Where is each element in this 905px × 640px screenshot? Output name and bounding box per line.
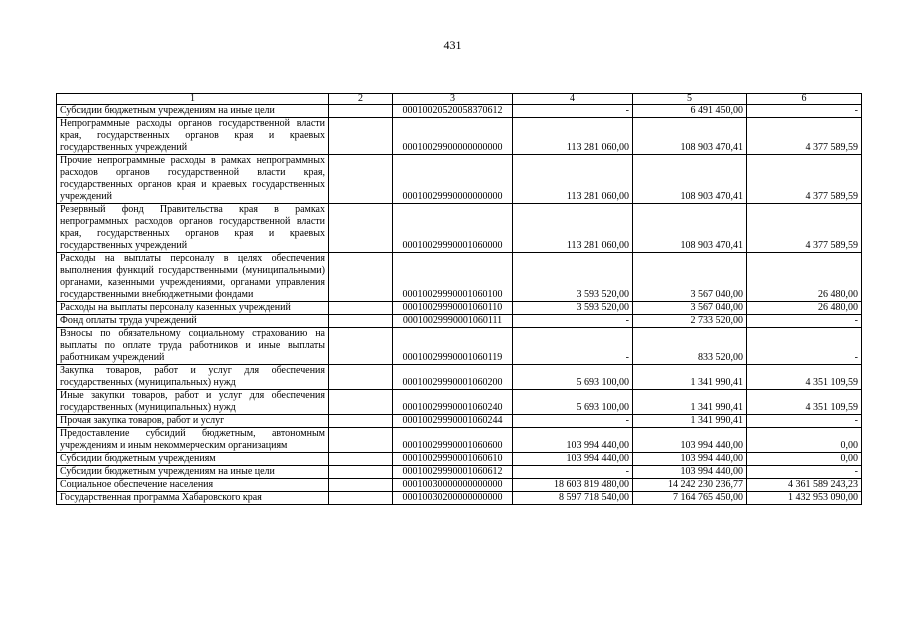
row-planned: 3 593 520,00 <box>513 253 633 302</box>
row-name: Предоставление субсидий бюджетным, автономным учреждениям и иным некоммерческим организациям <box>57 428 329 453</box>
row-name: Государственная программа Хабаровского края <box>57 492 329 505</box>
row-name: Фонд оплаты труда учреждений <box>57 315 329 328</box>
row-code: 00010029990001060600 <box>393 428 513 453</box>
table-row <box>57 302 862 315</box>
row-remainder: 26 480,00 <box>747 302 862 315</box>
table-row <box>57 105 862 118</box>
row-name: Резервный фонд Правительства края в рамках непрограммных расходов органов государственной власти края, государственных органов края и краевых государственных учреждений <box>57 204 329 253</box>
row-executed: 1 341 990,41 <box>633 415 747 428</box>
table-row <box>57 428 862 453</box>
row-remainder: 1 432 953 090,00 <box>747 492 862 505</box>
row-executed: 103 994 440,00 <box>633 428 747 453</box>
row-executed: 1 341 990,41 <box>633 390 747 415</box>
row-name: Субсидии бюджетным учреждениям на иные цели <box>57 105 329 118</box>
table-row <box>57 365 862 390</box>
row-col2 <box>329 492 393 505</box>
row-planned: 113 281 060,00 <box>513 204 633 253</box>
row-name: Расходы на выплаты персоналу в целях обеспечения выполнения функций государственными (муниципальными) органами, казенными учреждениями, органами управления государственными внебюджетными фондами <box>57 253 329 302</box>
header-col-3: 3 <box>393 94 513 105</box>
row-planned: 113 281 060,00 <box>513 118 633 155</box>
row-col2 <box>329 253 393 302</box>
table-header-row <box>57 94 862 105</box>
row-code: 00010029900000000000 <box>393 118 513 155</box>
row-remainder: 4 377 589,59 <box>747 204 862 253</box>
header-col-5: 5 <box>633 94 747 105</box>
row-executed: 6 491 450,00 <box>633 105 747 118</box>
row-col2 <box>329 105 393 118</box>
row-name: Прочая закупка товаров, работ и услуг <box>57 415 329 428</box>
row-code: 00010030000000000000 <box>393 479 513 492</box>
row-code: 00010029990001060610 <box>393 453 513 466</box>
row-planned: - <box>513 105 633 118</box>
budget-table <box>56 93 862 505</box>
row-col2 <box>329 302 393 315</box>
header-col-4: 4 <box>513 94 633 105</box>
row-planned: 8 597 718 540,00 <box>513 492 633 505</box>
table-row <box>57 453 862 466</box>
row-remainder: 0,00 <box>747 428 862 453</box>
row-code: 00010029990001060612 <box>393 466 513 479</box>
row-code: 00010029990001060110 <box>393 302 513 315</box>
row-executed: 103 994 440,00 <box>633 453 747 466</box>
row-code: 00010030200000000000 <box>393 492 513 505</box>
header-col-2: 2 <box>329 94 393 105</box>
row-executed: 108 903 470,41 <box>633 118 747 155</box>
table-row <box>57 118 862 155</box>
row-name: Иные закупки товаров, работ и услуг для обеспечения государственных (муниципальных) нужд <box>57 390 329 415</box>
row-code: 00010029990001060100 <box>393 253 513 302</box>
row-remainder: 26 480,00 <box>747 253 862 302</box>
row-code: 00010029990001060119 <box>393 328 513 365</box>
row-planned: - <box>513 328 633 365</box>
row-remainder: 4 377 589,59 <box>747 118 862 155</box>
row-planned: 113 281 060,00 <box>513 155 633 204</box>
row-col2 <box>329 315 393 328</box>
row-code: 00010020520058370612 <box>393 105 513 118</box>
row-code: 00010029990000000000 <box>393 155 513 204</box>
header-col-6: 6 <box>747 94 862 105</box>
row-remainder: 0,00 <box>747 453 862 466</box>
row-code: 00010029990001060111 <box>393 315 513 328</box>
row-planned: 5 693 100,00 <box>513 390 633 415</box>
row-remainder: - <box>747 466 862 479</box>
table-row <box>57 155 862 204</box>
row-name: Субсидии бюджетным учреждениям <box>57 453 329 466</box>
row-col2 <box>329 390 393 415</box>
row-planned: 3 593 520,00 <box>513 302 633 315</box>
row-col2 <box>329 155 393 204</box>
row-executed: 2 733 520,00 <box>633 315 747 328</box>
row-planned: - <box>513 315 633 328</box>
row-executed: 7 164 765 450,00 <box>633 492 747 505</box>
row-planned: - <box>513 466 633 479</box>
row-planned: 103 994 440,00 <box>513 453 633 466</box>
row-remainder: 4 351 109,59 <box>747 390 862 415</box>
row-col2 <box>329 204 393 253</box>
row-name: Закупка товаров, работ и услуг для обеспечения государственных (муниципальных) нужд <box>57 365 329 390</box>
row-name: Взносы по обязательному социальному страхованию на выплаты по оплате труда работников и иные выплаты работникам учреждений <box>57 328 329 365</box>
row-col2 <box>329 118 393 155</box>
table-row <box>57 204 862 253</box>
row-col2 <box>329 466 393 479</box>
row-remainder: - <box>747 328 862 365</box>
row-code: 00010029990001060244 <box>393 415 513 428</box>
row-code: 00010029990001060240 <box>393 390 513 415</box>
row-planned: - <box>513 415 633 428</box>
row-executed: 3 567 040,00 <box>633 253 747 302</box>
row-col2 <box>329 428 393 453</box>
row-remainder: - <box>747 105 862 118</box>
row-executed: 1 341 990,41 <box>633 365 747 390</box>
row-executed: 108 903 470,41 <box>633 155 747 204</box>
row-remainder: - <box>747 415 862 428</box>
row-remainder: 4 351 109,59 <box>747 365 862 390</box>
row-remainder: - <box>747 315 862 328</box>
table-row <box>57 466 862 479</box>
header-col-1: 1 <box>57 94 329 105</box>
row-remainder: 4 361 589 243,23 <box>747 479 862 492</box>
table-row <box>57 328 862 365</box>
row-name: Непрограммные расходы органов государственной власти края, государственных органов края и краевых государственных учреждений <box>57 118 329 155</box>
table-row <box>57 253 862 302</box>
table-row <box>57 492 862 505</box>
row-name: Прочие непрограммные расходы в рамках непрограммных расходов органов государственной власти края, государственных органов края и краевых государственных учреждений <box>57 155 329 204</box>
row-col2 <box>329 365 393 390</box>
row-executed: 103 994 440,00 <box>633 466 747 479</box>
row-col2 <box>329 479 393 492</box>
row-name: Социальное обеспечение населения <box>57 479 329 492</box>
row-planned: 5 693 100,00 <box>513 365 633 390</box>
row-name: Расходы на выплаты персоналу казенных учреждений <box>57 302 329 315</box>
row-executed: 108 903 470,41 <box>633 204 747 253</box>
row-col2 <box>329 453 393 466</box>
row-executed: 14 242 230 236,77 <box>633 479 747 492</box>
row-name: Субсидии бюджетным учреждениям на иные цели <box>57 466 329 479</box>
row-remainder: 4 377 589,59 <box>747 155 862 204</box>
table-row <box>57 390 862 415</box>
row-planned: 18 603 819 480,00 <box>513 479 633 492</box>
row-col2 <box>329 415 393 428</box>
row-executed: 833 520,00 <box>633 328 747 365</box>
row-code: 00010029990001060000 <box>393 204 513 253</box>
row-planned: 103 994 440,00 <box>513 428 633 453</box>
table-row <box>57 315 862 328</box>
table-row <box>57 479 862 492</box>
table-row <box>57 415 862 428</box>
row-code: 00010029990001060200 <box>393 365 513 390</box>
row-col2 <box>329 328 393 365</box>
page-number: 431 <box>443 38 462 52</box>
row-executed: 3 567 040,00 <box>633 302 747 315</box>
